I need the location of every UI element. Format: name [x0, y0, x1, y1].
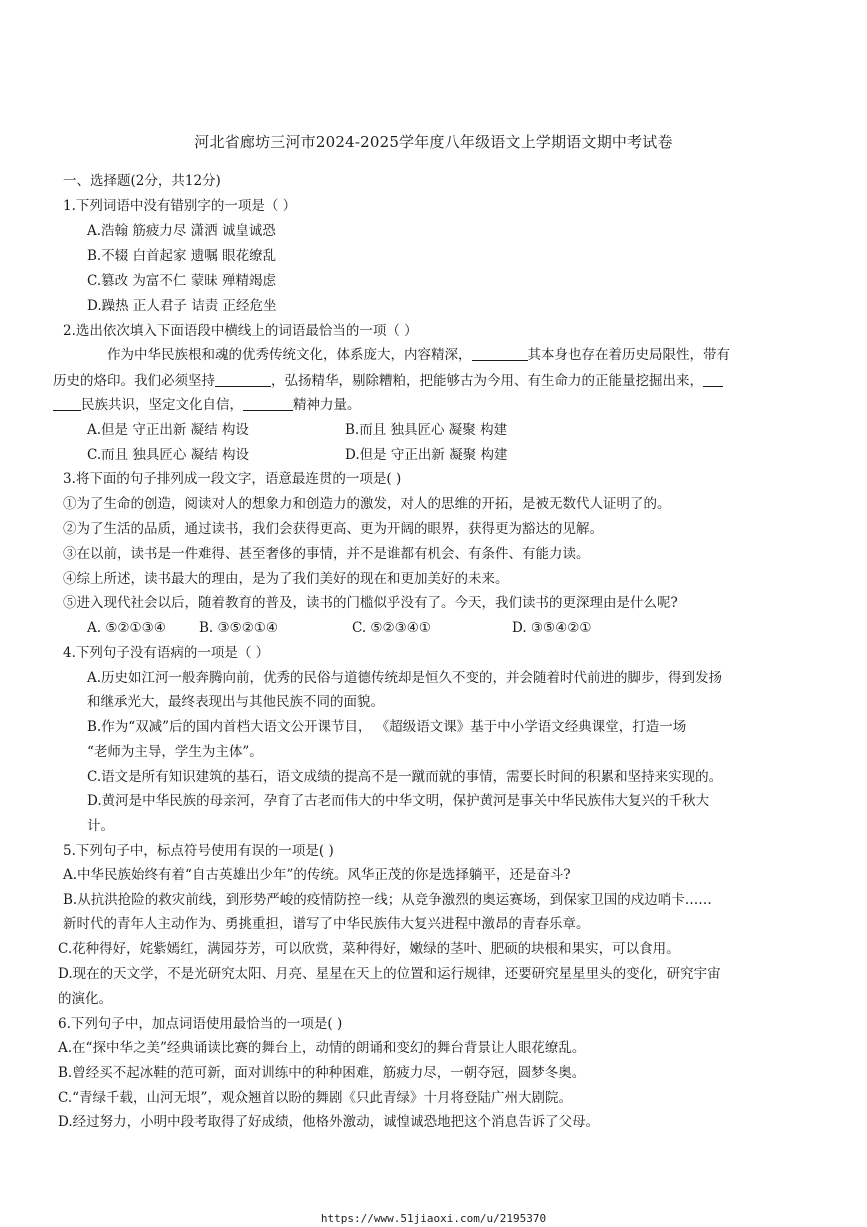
passage-text: 民族共识，坚定文化自信，	[81, 397, 243, 413]
question-6-option-a: A.在“探中华之美”经典诵读比赛的舞台上，动情的朗诵和变幻的舞台背景让人眼花缭乱。	[58, 1040, 586, 1056]
question-4-option-a-line-1: A.历史如江河一般奔腾向前，优秀的民俗与道德传统却是恒久不变的，并会随着时代前进的脚步，得到发扬	[87, 670, 723, 686]
question-6-option-d: D.经过努力，小明中段考取得了好成绩，他格外激动，诚惶诚恐地把这个消息告诉了父母。	[58, 1114, 600, 1130]
passage-text: ，弘扬精华，剔除糟粕，把能够古为今用、有生命力的正能量挖掘出来，	[271, 373, 703, 389]
question-5-option-a: A.中华民族始终有着“自古英雄出少年”的传统。风华正茂的你是选择躺平，还是奋斗?	[63, 867, 571, 883]
passage-text: 作为中华民族根和魂的优秀传统文化，体系庞大，内容精深，	[107, 347, 472, 363]
question-2-passage-line-1	[107, 346, 730, 364]
question-6-stem: 6.下列句子中，加点词语使用最恰当的一项是( )	[58, 1016, 343, 1032]
question-3-option-a: A. ⑤②①③④	[87, 620, 166, 636]
question-3-sentence-2: ②为了生活的品质，通过读书，我们会获得更高、更为开阔的眼界，获得更为豁达的见解。	[63, 521, 603, 537]
question-6-option-c: C.“青绿千载，山河无垠”，观众翘首以盼的舞剧《只此青绿》十月将登陆广州大剧院。	[58, 1090, 572, 1106]
question-4-stem: 4.下列句子没有语病的一项是（ ）	[63, 645, 270, 661]
question-4-option-d-line-2: 计。	[87, 818, 114, 834]
question-4-option-c: C.语文是所有知识建筑的基石，语文成绩的提高不是一蹴而就的事情，需要长时间的积累和坚持来实现的。	[87, 769, 723, 785]
question-2-option-d: D.但是 守正出新 凝聚 构建	[345, 447, 508, 463]
footer-url	[0, 1212, 867, 1225]
passage-text: 其本身也存在着历史局限性，带有	[527, 347, 730, 363]
passage-text: 精神力量。	[293, 397, 361, 413]
question-6-option-b: B.曾经买不起冰鞋的范可新，面对训练中的种种困难，筋疲力尽，一朝夺冠，圆梦冬奥。	[58, 1065, 586, 1081]
answer-blank	[215, 372, 271, 387]
question-2-passage-line-2	[53, 372, 723, 390]
question-2-option-c: C.而且 独具匠心 凝结 构设	[87, 447, 250, 463]
question-4-option-b-line-2: “老师为主导，学生为主体”。	[87, 744, 263, 760]
question-3-stem: 3.将下面的句子排列成一段文字，语意最连贯的一项是( )	[63, 471, 402, 487]
question-1-option-d: D.躁热 正人君子 诘责 正经危坐	[87, 298, 277, 314]
question-3-option-b: B. ③⑤②①④	[199, 620, 279, 636]
question-3-sentence-3: ③在以前，读书是一件难得、甚至奢侈的事情，并不是谁都有机会、有条件、有能力读。	[63, 546, 590, 562]
question-5-option-b-line-2: 新时代的青年人主动作为、勇挑重担，谱写了中华民族伟大复兴进程中激昂的青春乐章。	[63, 916, 590, 932]
passage-text: 历史的烙印。我们必须坚持	[53, 373, 215, 389]
question-2-option-a: A.但是 守正出新 凝结 构设	[87, 422, 249, 438]
question-3-option-c: C. ⑤②③④①	[352, 620, 431, 636]
question-2-option-b: B.而且 独具匠心 凝聚 构建	[345, 422, 508, 438]
answer-blank	[53, 396, 81, 411]
answer-blank	[472, 346, 528, 361]
question-2-passage-line-3	[53, 396, 361, 414]
question-5-stem: 5.下列句子中，标点符号使用有误的一项是( )	[63, 843, 334, 859]
question-1-option-b: B.不辍 白首起家 遗嘱 眼花缭乱	[87, 248, 277, 264]
exam-title: 河北省廊坊三河市2024-2025学年度八年级语文上学期语文期中考试卷	[194, 133, 673, 151]
answer-blank	[243, 396, 293, 411]
question-3-sentence-1: ①为了生命的创造，阅读对人的想象力和创造力的激发，对人的思维的开拓，是被无数代人证明了的。	[63, 496, 671, 512]
question-1-stem: 1.下列词语中没有错别字的一项是（ ）	[63, 198, 297, 214]
question-4-option-d-line-1: D.黄河是中华民族的母亲河，孕育了古老而伟大的中华文明，保护黄河是事关中华民族伟大复兴的千秋大	[87, 793, 710, 809]
question-4-option-a-line-2: 和继承光大，最终表现出与其他民族不同的面貌。	[87, 694, 384, 710]
question-4-option-b-line-1: B.作为“双减”后的国内首档大语文公开课节目， 《超级语文课》基于中小学语文经典课堂，打造一场	[87, 719, 687, 735]
answer-blank	[703, 372, 723, 387]
question-2-stem: 2.选出依次填入下面语段中横线上的词语最恰当的一项（ ）	[63, 323, 418, 339]
question-1-option-c: C.篡改 为富不仁 蒙昧 殚精竭虑	[87, 273, 277, 289]
section-heading: 一、选择题(2分，共12分)	[63, 173, 221, 189]
question-5-option-c: C.花种得好，姹紫嫣红，满园芬芳，可以欣赏，菜种得好，嫩绿的茎叶、肥硕的块根和果实，可以食用。	[58, 941, 680, 957]
question-1-option-a: A.浩翰 筋疲力尽 潇洒 诚皇诚恐	[87, 223, 276, 239]
footer-url-text: https://www.51jiaoxi.com/u/2195370	[320, 1212, 547, 1225]
question-5-option-b-line-1: B.从抗洪抢险的救灾前线，到形势严峻的疫情防控一线；从竞争激烈的奥运赛场，到保家卫国的戍边哨卡……	[63, 892, 712, 908]
question-5-option-d-line-2: 的演化。	[58, 991, 112, 1007]
question-3-option-d: D. ③⑤④②①	[512, 620, 592, 636]
question-5-option-d-line-1: D.现在的天文学，不是光研究太阳、月亮、星星在天上的位置和运行规律，还要研究星星里头的变化，研究宇宙	[58, 966, 721, 982]
question-3-sentence-5: ⑤进入现代社会以后，随着教育的普及，读书的门槛似乎没有了。今天，我们读书的更深理由是什么呢?	[63, 595, 678, 611]
question-3-sentence-4: ④综上所述，读书最大的理由，是为了我们美好的现在和更加美好的未来。	[63, 571, 509, 587]
